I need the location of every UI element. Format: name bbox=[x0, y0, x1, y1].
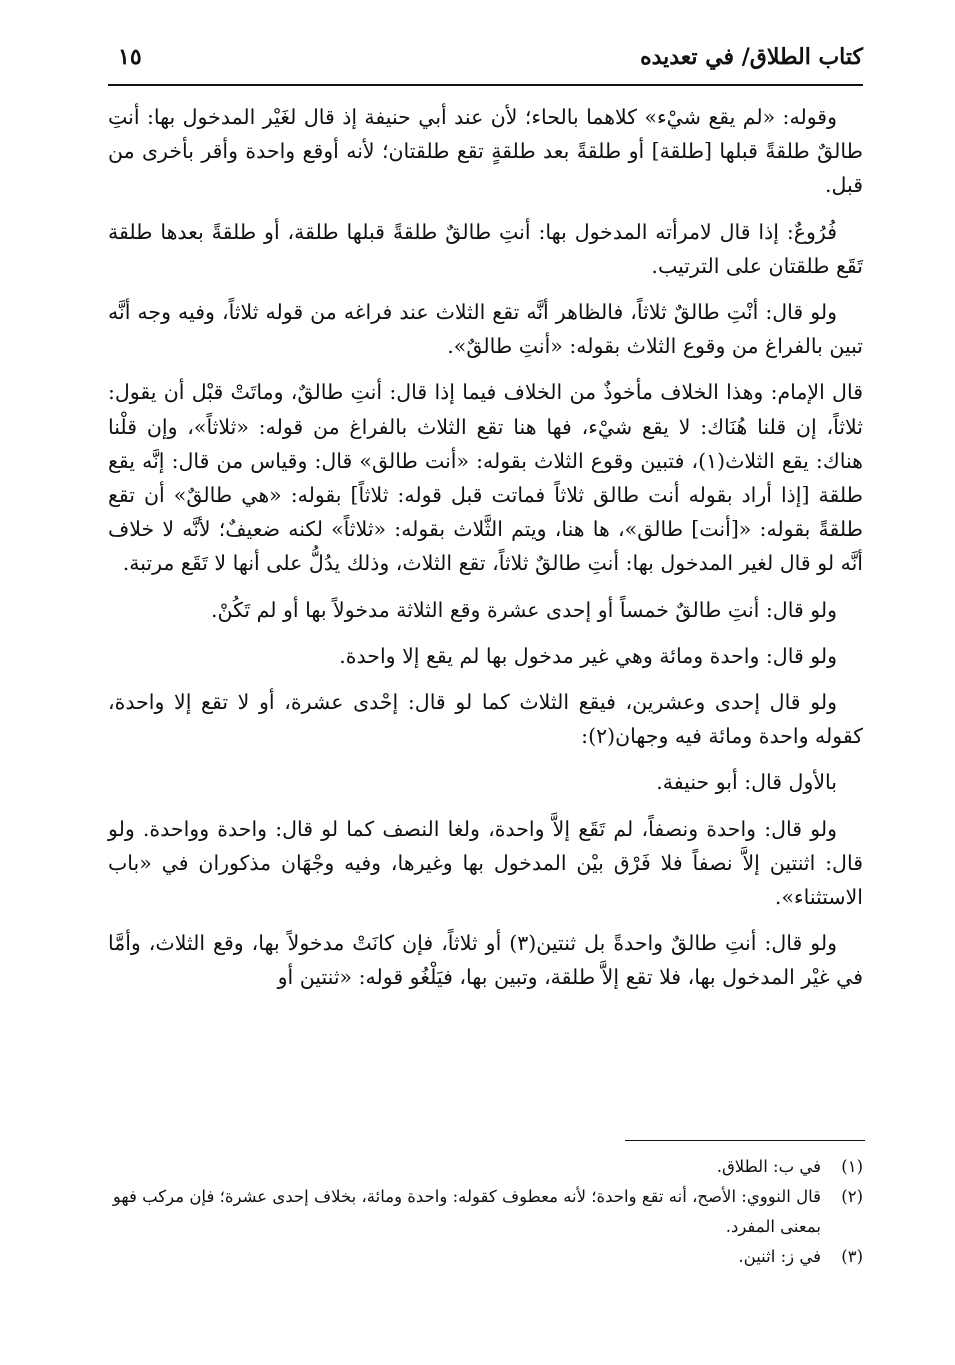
footnote bbox=[108, 1242, 863, 1272]
paragraph: ولو قال: واحدة ونصفاً، لم تَقَع إلاَّ واحدة، ولغا النصف كما لو قال: واحدة وواحدة. ولو قال: اثنتين إلاَّ نصفاً فلا فَرْق بيْن المدخول بها وغيرها، وفيه وجْهَان مذكوران في «باب الاستثناء». bbox=[108, 816, 863, 910]
main-text bbox=[108, 100, 863, 1007]
paragraph: فُرُوعٌ: إذا قال لامرأته المدخول بها: أنتِ طالقٌ طلقةً قبلها طلقة، أو طلقةً بعدها طلقة تَقَع طلقتان على الترتيب. bbox=[108, 219, 863, 278]
footnote-number: (١) bbox=[841, 1157, 863, 1176]
header-rule bbox=[108, 84, 863, 86]
footnote-text: في ز: اثنين. bbox=[738, 1247, 821, 1266]
footnote-rule bbox=[625, 1140, 865, 1141]
footnote-text: في ب: الطلاق. bbox=[716, 1157, 821, 1176]
footnote-number: (٣) bbox=[841, 1247, 863, 1266]
paragraph: ولو قال: واحدة ومائة وهي غير مدخول بها لم يقع إلا واحدة. bbox=[339, 643, 837, 668]
paragraph: قال الإمام: وهذا الخلاف مأخوذٌ من الخلاف فيما إذا قال: أنتِ طالقٌ، وماتَتْ قبْل أن يقول: ثلاثاً، إن قلنا هُنَاك: لا يقع شيْء، فها هنا تقع الثلاث بالفراغ من قوله: «ثلاثاً»، وإن قلْنا هناك: يقع الثلاث(١)، فتبين وقوع الثلاث بقوله: «أنت طالق» قال: وقياس من قال: إنَّه يقع طلقة [إذا أراد بقوله أنت طالق ثلاثاً فماتت قبل قوله: ثلاثاً] بقوله: «هي طالقٌ» أن تقع طلقةً بقوله: «[أنت] طالق»، ها هنا، ويتم الثَّلاث بقوله: «ثلاثاً» لكنه ضعيفٌ؛ لأنَّه لا خلاف أنَّه لو قال لغير المدخول بها: أنتِ طالقٌ ثلاثاً، تقع الثلاث، وذلك يدُلُّ على أنها لا تَقَع مرتبة. bbox=[108, 380, 863, 576]
footnote bbox=[108, 1152, 863, 1182]
paragraph: وقوله: «لم يقع شيْء» كلاهما بالحاء؛ لأن عند أبي حنيفة إذ قال لغَيْر المدخول بها: أنتِ طالقٌ طلقةً قبلها [طلقة] أو طلقةً بعد طلقةٍ تقع طلقتان؛ لأنه أوقع واحدة وأقر بأخرى من قبل. bbox=[108, 105, 863, 198]
paragraph: بالأول قال: أبو حنيفة. bbox=[656, 770, 837, 795]
running-title: كتاب الطلاق/ في تعديده bbox=[640, 44, 863, 70]
paragraph: ولو قال: أنتِ طالقٌ خمساً أو إحدى عشرة وقع الثلاثة مدخولاً بها أو لم تَكُنْ. bbox=[210, 597, 837, 622]
footnote-number: (٢) bbox=[841, 1187, 863, 1206]
paragraph: ولو قال: أنتِ طالقٌ واحدةً بل ثنتين(٣) أو ثلاثاً، فإن كانَتْ مدخولاً بها، وقع الثلاث، وأمَّا في غيْر المدخول بها، فلا تقع إلاَّ طلقة، وتبين بها، فيَلْغُو قوله: «ثنتين أو bbox=[108, 931, 863, 990]
footnote bbox=[108, 1182, 863, 1242]
footnote-text: قال النووي: الأصح، أنه تقع واحدة؛ لأنه معطوف كقوله: واحدة ومائة، بخلاف إحدى عشرة؛ فإن مركب فهو بمعنى المفرد. bbox=[112, 1187, 821, 1236]
paragraph: ولو قال: أنْتِ طالقٌ ثلاثاً، فالظاهر أنَّه تقع الثلاث عند فراغه من قوله ثلاثاً، وفيه وجه أنَّه تبين بالفراغ من وقوع الثلاث بقوله: «أنتِ طالقٌ». bbox=[108, 300, 863, 359]
page-number: ١٥ bbox=[118, 44, 142, 70]
footnotes bbox=[108, 1152, 863, 1272]
page-header bbox=[108, 38, 863, 78]
paragraph: ولو قال إحدى وعشرين، فيقع الثلاث كما لو قال: إحْدى عشرة، أو لا تقع إلا واحدة، كقوله واحدة ومائة فيه وجهان(٢): bbox=[108, 690, 863, 749]
